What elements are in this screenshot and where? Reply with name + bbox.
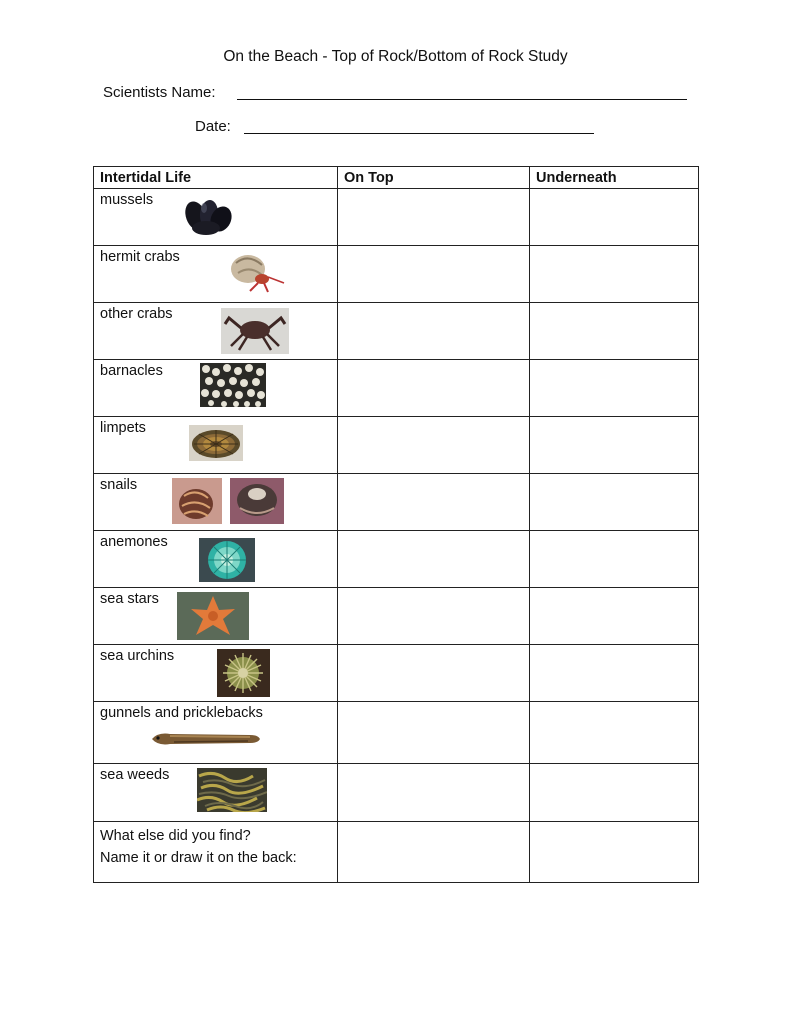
table-row bbox=[94, 531, 699, 588]
on-top-cell[interactable] bbox=[338, 531, 530, 588]
other-finds-instruction: Name it or draw it on the back: bbox=[100, 850, 297, 866]
seaweed-photo bbox=[197, 768, 267, 812]
underneath-cell[interactable] bbox=[530, 417, 699, 474]
row-label-cell bbox=[94, 474, 338, 531]
row-label-cell bbox=[94, 417, 338, 474]
table-row bbox=[94, 764, 699, 822]
anemone-photo bbox=[199, 538, 255, 582]
table-row bbox=[94, 822, 699, 883]
other-finds-question: What else did you find? bbox=[100, 828, 251, 844]
study-table bbox=[93, 166, 699, 883]
mussels-photo bbox=[182, 196, 238, 240]
row-label: snails bbox=[100, 477, 138, 493]
table-row bbox=[94, 303, 699, 360]
gunnel-photo bbox=[150, 729, 262, 749]
row-label-cell bbox=[94, 764, 338, 822]
row-label: sea stars bbox=[100, 591, 159, 607]
barnacles-photo bbox=[200, 363, 266, 407]
date-label: Date: bbox=[195, 118, 231, 135]
table-row bbox=[94, 360, 699, 417]
table-row bbox=[94, 417, 699, 474]
underneath-cell[interactable] bbox=[530, 246, 699, 303]
underneath-cell[interactable] bbox=[530, 531, 699, 588]
underneath-cell[interactable] bbox=[530, 822, 699, 883]
underneath-cell[interactable] bbox=[530, 764, 699, 822]
table-row bbox=[94, 246, 699, 303]
row-label-cell bbox=[94, 303, 338, 360]
on-top-cell[interactable] bbox=[338, 822, 530, 883]
underneath-cell[interactable] bbox=[530, 645, 699, 702]
header-underneath: Underneath bbox=[530, 167, 699, 189]
header-intertidal-life: Intertidal Life bbox=[94, 167, 338, 189]
page-title: On the Beach - Top of Rock/Bottom of Rock Study bbox=[223, 48, 568, 65]
underneath-cell[interactable] bbox=[530, 702, 699, 764]
table-row bbox=[94, 702, 699, 764]
on-top-cell[interactable] bbox=[338, 189, 530, 246]
row-label-cell bbox=[94, 702, 338, 764]
row-label: limpets bbox=[100, 420, 146, 436]
row-label: sea weeds bbox=[100, 767, 170, 783]
row-label-cell bbox=[94, 360, 338, 417]
snail-photos bbox=[172, 478, 284, 524]
date-field[interactable] bbox=[244, 133, 594, 134]
row-label: gunnels and pricklebacks bbox=[100, 705, 263, 721]
row-label: sea urchins bbox=[100, 648, 175, 664]
scientist-name-label: Scientists Name: bbox=[103, 84, 216, 101]
row-label: anemones bbox=[100, 534, 168, 550]
underneath-cell[interactable] bbox=[530, 588, 699, 645]
on-top-cell[interactable] bbox=[338, 303, 530, 360]
scientist-name-field[interactable] bbox=[237, 99, 687, 100]
limpet-photo bbox=[189, 425, 243, 461]
row-label: barnacles bbox=[100, 363, 163, 379]
sea-star-photo bbox=[177, 592, 249, 640]
table-row bbox=[94, 474, 699, 531]
underneath-cell[interactable] bbox=[530, 474, 699, 531]
on-top-cell[interactable] bbox=[338, 474, 530, 531]
table-row bbox=[94, 588, 699, 645]
row-label-cell bbox=[94, 246, 338, 303]
sea-urchin-photo bbox=[217, 649, 270, 697]
row-label-cell bbox=[94, 531, 338, 588]
row-label: other crabs bbox=[100, 306, 173, 322]
underneath-cell[interactable] bbox=[530, 189, 699, 246]
row-label-cell bbox=[94, 645, 338, 702]
underneath-cell[interactable] bbox=[530, 303, 699, 360]
crab-photo bbox=[221, 308, 289, 354]
on-top-cell[interactable] bbox=[338, 588, 530, 645]
on-top-cell[interactable] bbox=[338, 764, 530, 822]
underneath-cell[interactable] bbox=[530, 360, 699, 417]
row-label-cell bbox=[94, 588, 338, 645]
table-row bbox=[94, 645, 699, 702]
row-label-cell bbox=[94, 189, 338, 246]
hermit-crab-photo bbox=[228, 251, 288, 295]
on-top-cell[interactable] bbox=[338, 246, 530, 303]
on-top-cell[interactable] bbox=[338, 360, 530, 417]
header-on-top: On Top bbox=[338, 167, 530, 189]
row-label: hermit crabs bbox=[100, 249, 180, 265]
on-top-cell[interactable] bbox=[338, 417, 530, 474]
row-label: mussels bbox=[100, 192, 154, 208]
on-top-cell[interactable] bbox=[338, 645, 530, 702]
other-finds-cell bbox=[94, 822, 338, 883]
on-top-cell[interactable] bbox=[338, 702, 530, 764]
header-row bbox=[94, 167, 699, 189]
table-row bbox=[94, 189, 699, 246]
